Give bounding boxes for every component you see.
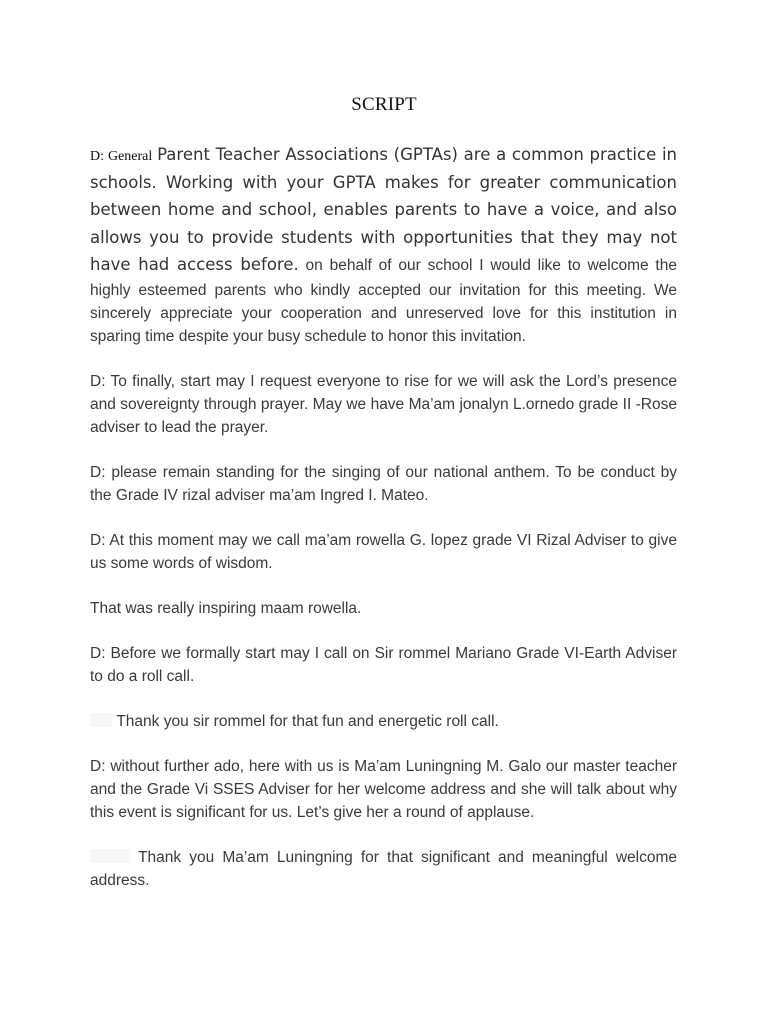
thanks-rommel-paragraph — [90, 710, 677, 733]
document-body — [90, 141, 677, 914]
indent-highlight — [90, 849, 130, 863]
thanks-rommel-text: Thank you sir rommel for that fun and energetic roll call. — [116, 712, 499, 730]
intro-paragraph — [90, 141, 677, 348]
welcome-paragraph: D: without further ado, here with us is Ma’am Luningning M. Galo our master teacher and the Grade Vi SSES Adviser for her welcome address and she will talk about why this event is significant for us. Let’s give her a round of applause. — [90, 757, 677, 821]
thanks-luningning-text: Thank you Ma’am Luningning for that significant and meaningful welcome address. — [90, 848, 677, 889]
anthem-paragraph: D: please remain standing for the singing of our national anthem. To be conduct by the Grade IV rizal adviser ma’am Ingred I. Mateo. — [90, 463, 677, 504]
page-title: SCRIPT — [351, 94, 417, 115]
gpta-text: Parent Teacher Associations (GPTAs) are a common practice in schools. Working with your GPTA makes for greater communication between home and school, enables parents to have a voice, and also allows you to provide students with opportunities that they may not have had access before. — [90, 145, 677, 274]
rollcall-paragraph: D: Before we formally start may I call on Sir rommel Mariano Grade VI-Earth Adviser to do a roll call. — [90, 644, 677, 685]
wisdom-paragraph: D: At this moment may we call ma’am rowella G. lopez grade VI Rizal Adviser to give us some words of wisdom. — [90, 531, 677, 572]
speaker-lead: D: General — [90, 149, 153, 164]
thanks-luningning-paragraph — [90, 846, 677, 892]
welcome-text: on behalf of our school I would like to welcome the highly esteemed parents who kindly accepted our invitation for this meeting. We sincerely appreciate your cooperation and unreserved love for this institution in sparing time despite your busy schedule to honor this invitation. — [90, 257, 677, 345]
prayer-paragraph: D: To finally, start may I request everyone to rise for we will ask the Lord’s presence and sovereignty through prayer. May we have Ma’am jonalyn L.ornedo grade II -Rose adviser to lead the prayer. — [90, 372, 677, 436]
indent-highlight — [90, 713, 112, 727]
inspiring-paragraph: That was really inspiring maam rowella. — [90, 599, 362, 617]
